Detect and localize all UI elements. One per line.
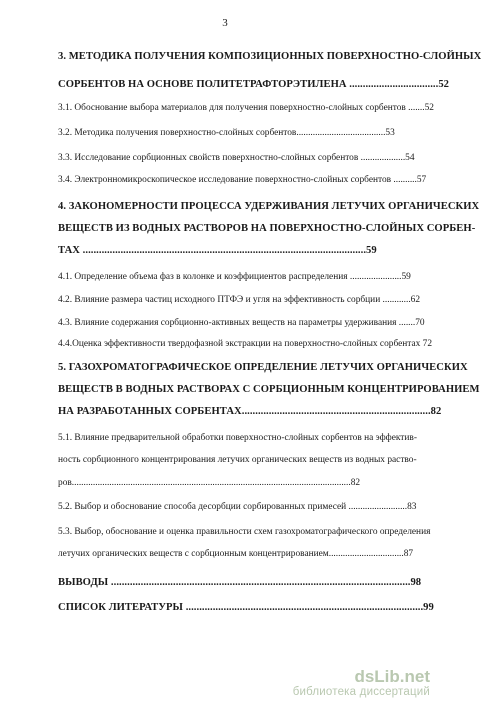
toc-subentry: 5.3. Выбор, обоснование и оценка правильности схем газохроматографического определения xyxy=(58,527,431,537)
toc-subentry: 3.1. Обоснование выбора материалов для получения поверхностно-слойных сорбентов .......52 xyxy=(58,103,434,113)
toc-heading: ТАХ .........................................................................................................59 xyxy=(58,245,377,256)
watermark-logo: dsLib.net xyxy=(354,667,430,686)
toc-heading: 5. ГАЗОХРОМАТОГРАФИЧЕСКОЕ ОПРЕДЕЛЕНИЕ ЛЕТУЧИХ ОРГАНИЧЕСКИХ xyxy=(58,362,468,373)
toc-subentry: 5.2. Выбор и обоснование способа десорбции сорбированных примесей .........................83 xyxy=(58,502,417,512)
toc-heading: НА РАЗРАБОТАННЫХ СОРБЕНТАХ......................................................................82 xyxy=(58,406,442,417)
toc-subentry: 3.2. Методика получения поверхностно-слойных сорбентов......................................53 xyxy=(58,128,395,138)
page-number: 3 xyxy=(222,17,228,29)
watermark-subtitle: библиотека диссертаций xyxy=(292,686,430,698)
toc-subentry: 4.2. Влияние размера частиц исходного ПТФЭ и угля на эффективность сорбции ............62 xyxy=(58,295,421,305)
toc-subentry: 4.4.Оценка эффективности твердофазной экстракции на поверхностно-слойных сорбентах 72 xyxy=(58,339,433,349)
toc-heading: ВЕЩЕСТВ ИЗ ВОДНЫХ РАСТВОРОВ НА ПОВЕРХНОСТНО-СЛОЙНЫХ СОРБЕН- xyxy=(58,223,476,234)
toc-subentry: 4.3. Влияние содержания сорбционно-активных веществ на параметры удерживания .......70 xyxy=(58,318,425,328)
toc-subentry: 3.3. Исследование сорбционных свойств поверхностно-слойных сорбентов ...................54 xyxy=(58,153,415,163)
toc-subentry: 4.1. Определение объема фаз в колонке и коэффициентов распределения ......................59 xyxy=(58,272,411,282)
toc-heading: СПИСОК ЛИТЕРАТУРЫ ........................................................................................99 xyxy=(58,602,434,613)
toc-subentry: ров.......................................................................................................................82 xyxy=(58,478,361,488)
toc-heading: СОРБЕНТОВ НА ОСНОВЕ ПОЛИТЕТРАФТОРЭТИЛЕНА .................................52 xyxy=(58,79,450,90)
toc-heading: ВЫВОДЫ ...............................................................................................................98 xyxy=(58,577,422,588)
toc-subentry: 3.4. Электронномикроскопическое исследование поверхностно-слойных сорбентов ..........57 xyxy=(58,175,427,185)
toc-heading: 3. МЕТОДИКА ПОЛУЧЕНИЯ КОМПОЗИЦИОННЫХ ПОВЕРХНОСТНО-СЛОЙНЫХ xyxy=(58,51,481,62)
watermark xyxy=(293,668,430,699)
toc-subentry: летучих органических веществ с сорбционным концентрированием................................87 xyxy=(58,549,414,559)
toc-heading: ВЕЩЕСТВ В ВОДНЫХ РАСТВОРАХ С СОРБЦИОННЫМ КОНЦЕНТРИРОВАНИЕМ xyxy=(58,384,480,395)
toc-heading: 4. ЗАКОНОМЕРНОСТИ ПРОЦЕССА УДЕРЖИВАНИЯ ЛЕТУЧИХ ОРГАНИЧЕСКИХ xyxy=(58,201,480,212)
toc-subentry: 5.1. Влияние предварительной обработки поверхностно-слойных сорбентов на эффектив- xyxy=(58,433,417,443)
toc-subentry: ность сорбционного концентрирования летучих органических веществ из водных раство- xyxy=(58,455,417,465)
